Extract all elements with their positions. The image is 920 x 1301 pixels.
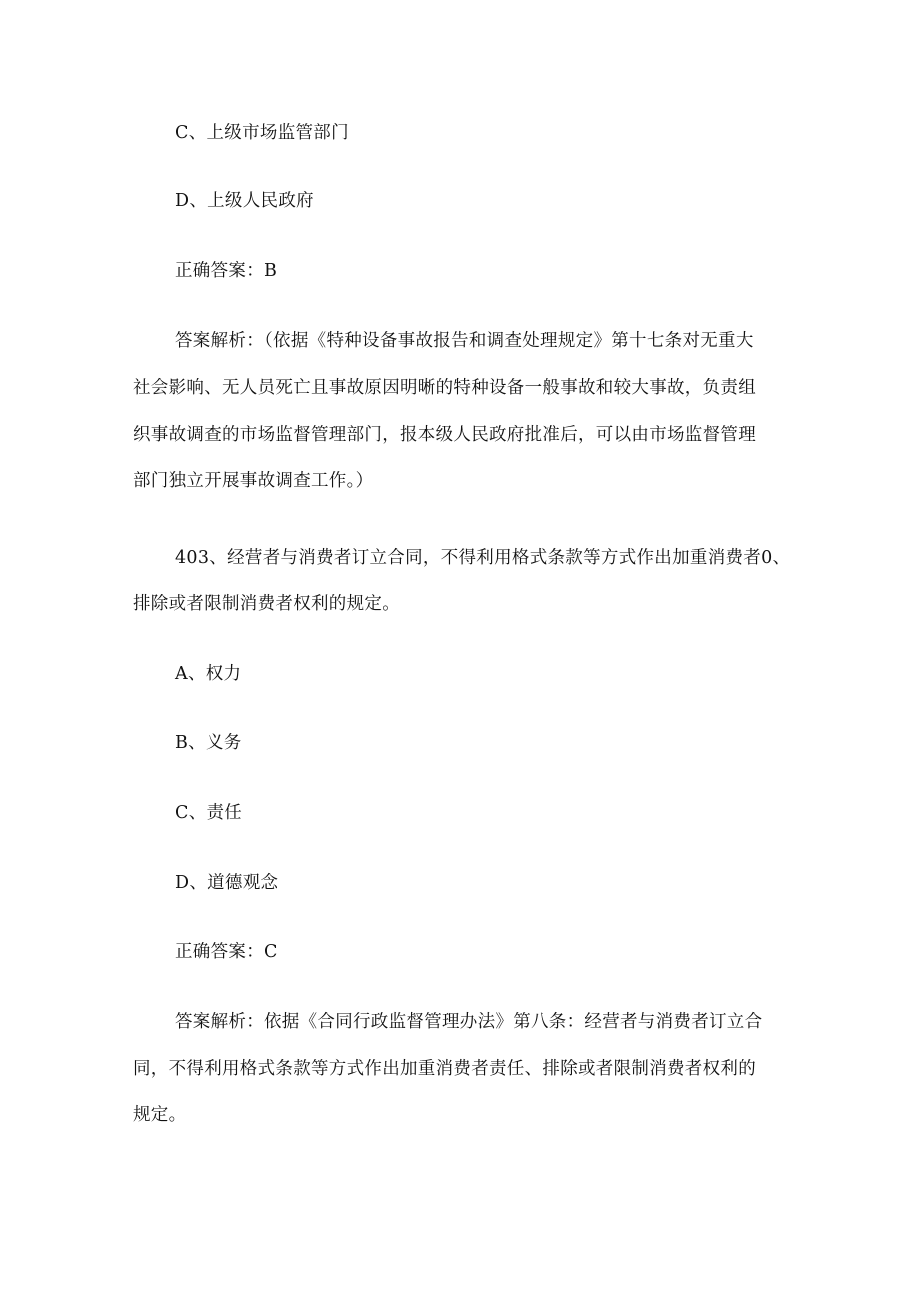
q403-option-d: D、道德观念 bbox=[175, 873, 279, 893]
q402-analysis-line-4: 部门独立开展事故调查工作。） bbox=[133, 471, 374, 491]
q402-correct-answer: 正确答案：B bbox=[175, 261, 278, 281]
q402-option-c: C、上级市场监管部门 bbox=[175, 123, 349, 143]
q403-option-a: A、权力 bbox=[175, 664, 242, 684]
q403-option-b: B、义务 bbox=[175, 733, 242, 753]
q403-analysis-line-1: 答案解析：依据《合同行政监督管理办法》第八条：经营者与消费者订立合 bbox=[175, 1012, 763, 1032]
q402-option-d: D、上级人民政府 bbox=[175, 191, 314, 211]
q402-analysis-line-1: 答案解析：（依据《特种设备事故报告和调查处理规定》第十七条对无重大 bbox=[175, 331, 754, 351]
q403-question-line-2: 排除或者限制消费者权利的规定。 bbox=[133, 594, 400, 614]
q402-analysis-line-3: 织事故调查的市场监督管理部门，报本级人民政府批准后，可以由市场监督管理 bbox=[133, 425, 756, 445]
q403-correct-answer: 正确答案：C bbox=[175, 942, 278, 962]
q402-analysis-line-2: 社会影响、无人员死亡且事故原因明晰的特种设备一般事故和较大事故，负责组 bbox=[133, 378, 756, 398]
q403-analysis-line-2: 同，不得利用格式条款等方式作出加重消费者责任、排除或者限制消费者权利的 bbox=[133, 1059, 756, 1079]
q403-analysis-line-3: 规定。 bbox=[133, 1105, 187, 1125]
q403-question-line-1: 403、经营者与消费者订立合同，不得利用格式条款等方式作出加重消费者0、 bbox=[175, 548, 791, 568]
q403-option-c: C、责任 bbox=[175, 803, 243, 823]
